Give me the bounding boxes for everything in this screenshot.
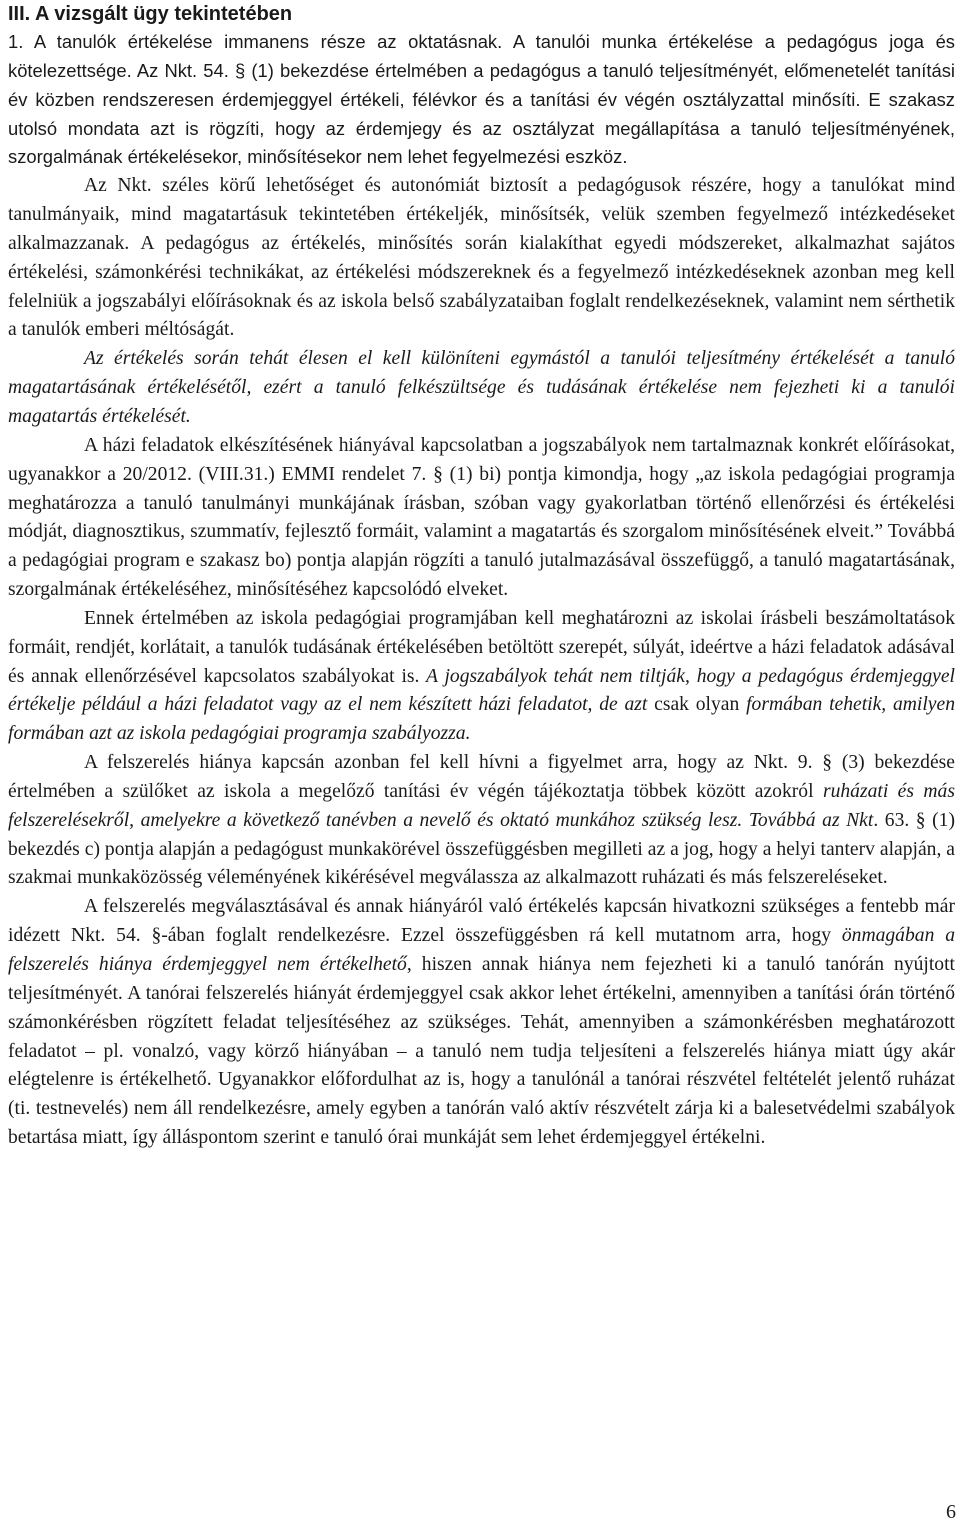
paragraph-5-part-d: formában tehetik, amilyen formában azt az iskola pedagógiai programja szabályozza.: [8, 694, 955, 745]
paragraph-6-part-a: A felszerelés hiánya kapcsán azonban fel kell hívni a figyelmet arra, hogy az Nkt. 9. § (3) bekezdése értelmében a szülőket az iskola a megelőző tanítási év végén tájékoztatja többek között azokról: [8, 752, 955, 802]
paragraph-5-part-b: A jogszabályok tehát nem tiltják, hogy a pedagógus érdemjeggyel értékelje például a házi feladatot vagy az el nem készített házi feladatot, de azt: [8, 665, 955, 716]
paragraph-7-part-b: önmagában a felszerelés hiánya érdemjeggyel nem értékelhető: [8, 925, 955, 975]
paragraph-2-part-a: Az Nkt. széles körű lehetőséget és autonómiát biztosít a pedagógusok részére, hogy a tanulókat mind tanulmányaik, mind magatartásuk tekintetében értékeljék, minősítsék, velük szemben fegyelmező intézkedéseket alkalmazzanak.: [8, 175, 955, 254]
document-page: [8, 0, 955, 1153]
paragraph-5-part-a: Ennek értelmében az iskola pedagógiai programjában kell meghatározni az iskolai írásbeli beszámoltatások formáit, rendjét, korlátait, a tanulók tudásának értékelésében betöltött szerepét, súlyát, ideértve a házi feladatok adásával és annak ellenőrzésével kapcsolatos szabályokat is.: [8, 607, 955, 687]
paragraph-1-part-a: 1. A tanulók értékelése immanens része az oktatásnak. A tanulói munka értékelése a pedagógus joga és kötelezettsége. Az Nkt. 54. § (1) bekezdése értelmében a pedagógus a tanuló teljesítményét, előmenetelét tanítási év közben rendszeresen érdemjeggyel értékeli, félévkor és a tanítási év végén osztályzattal minősíti.: [8, 31, 955, 110]
paragraph-7-part-c: , hiszen annak hiánya nem fejezheti ki a tanuló tanórán nyújtott teljesítményét. A tanórai felszerelés hiányát érdemjeggyel csak akkor lehet értékelni, amennyiben a tanítási órán történő számonkérésben rögzített feladat teljesítéséhez az szükséges. Tehát, amennyiben a számonkérésben meghatározott feladatot – pl. vonalzó, vagy körző hiányában – a tanuló nem tudja teljesíteni a felszerelés hiánya miatt úgy akár elégtelenre is értékelhető. Ugyanakkor előfordulhat az is, hogy a tanulónál a tanórai részvétel feltételét jelentő ruházat (ti. testnevelés) nem áll rendelkezésre, amely egyben a tanórán való aktív részvételt zárja ki a balesetvédelmi szabályok betartása miatt, így álláspontom szerint e tanuló órai munkáját sem lehet érdemjeggyel értékelni.: [8, 954, 955, 1149]
paragraph-4: A házi feladatok elkészítésének hiányával kapcsolatban a jogszabályok nem tartalmaznak konkrét előírásokat, ugyanakkor a 20/2012. (VIII.31.) EMMI rendelet 7. § (1) bi) pontja kimondja, hogy „az iskola pedagógiai programja meghatározza a tanuló tanulmányi munkájának írásban, szóban vagy gyakorlatban történő ellenőrzési és értékelési módját, diagnosztikus, szummatív, fejlesztő formáit, valamint a magatartás és szorgalom minősítésének elveit.” Továbbá a pedagógiai program e szakasz bo) pontja alapján rögzíti a tanuló jutalmazásával összefüggő, a tanuló magatartásának, szorgalmának értékeléséhez, minősítéséhez kapcsolódó elveket.: [8, 434, 955, 601]
paragraph-1-part-b: E szakasz utolsó mondata azt is rögzíti, hogy az érdemjegy és az osztályzat megállapítása a tanuló teljesítményének, szorgalmának értékelésekor, minősítésekor nem lehet fegyelmezési eszköz.: [8, 88, 955, 168]
paragraph-7-part-a: A felszerelés megválasztásával és annak hiányáról való értékelés kapcsán hivatkozni szükséges a fentebb már idézett Nkt. 54. §-ában foglalt rendelkezésre. Ezzel összefüggésben rá kell mutatnom arra, hogy: [8, 896, 955, 947]
paragraph-6-part-b: ruházati és más felszerelésekről, amelyekre a következő tanévben a nevelő és oktató munkához szükség lesz. Továbbá az Nkt: [8, 780, 955, 831]
paragraph-6: [8, 749, 955, 893]
paragraph-1: [8, 28, 955, 172]
paragraph-3-text: Az értékelés során tehát élesen el kell különíteni egymástól a tanulói teljesítmény értékelését a tanuló magatartásának értékelésétől, ezért a tanuló felkészültsége és tudásának értékelése nem fejezheti ki a tanulói magatartás értékelését.: [8, 348, 955, 427]
paragraph-2-part-b: A pedagógus az értékelés, minősítés során kialakíthat egyedi módszereket, alkalmazhat sajátos értékelési, számonkérési technikákat, az értékelési módszereknek és a fegyelmező intézkedéseknek azonban meg kell felelniük a jogszabályi előírásoknak és az iskola belső szabályzataiban foglalt rendelkezéseknek, valamint nem sérthetik a tanulók emberi méltóságát.: [8, 232, 955, 341]
paragraph-2: [8, 172, 955, 345]
paragraph-7: [8, 893, 955, 1153]
paragraph-5-part-c: csak olyan: [647, 694, 747, 716]
paragraph-3: [8, 345, 955, 432]
page-number: 6: [946, 1501, 956, 1523]
paragraph-5: [8, 605, 955, 749]
section-heading: III. A vizsgált ügy tekintetében: [8, 3, 293, 25]
paragraph-6-part-c: . 63. § (1) bekezdés c) pontja alapján a pedagógust munkakörével összefüggésben megilleti az a jog, hogy a helyi tanterv alapján, a szakmai munkaközösség véleményének kikérésével megválassza az alkalmazott ruházati és más felszereléseket.: [8, 809, 955, 889]
